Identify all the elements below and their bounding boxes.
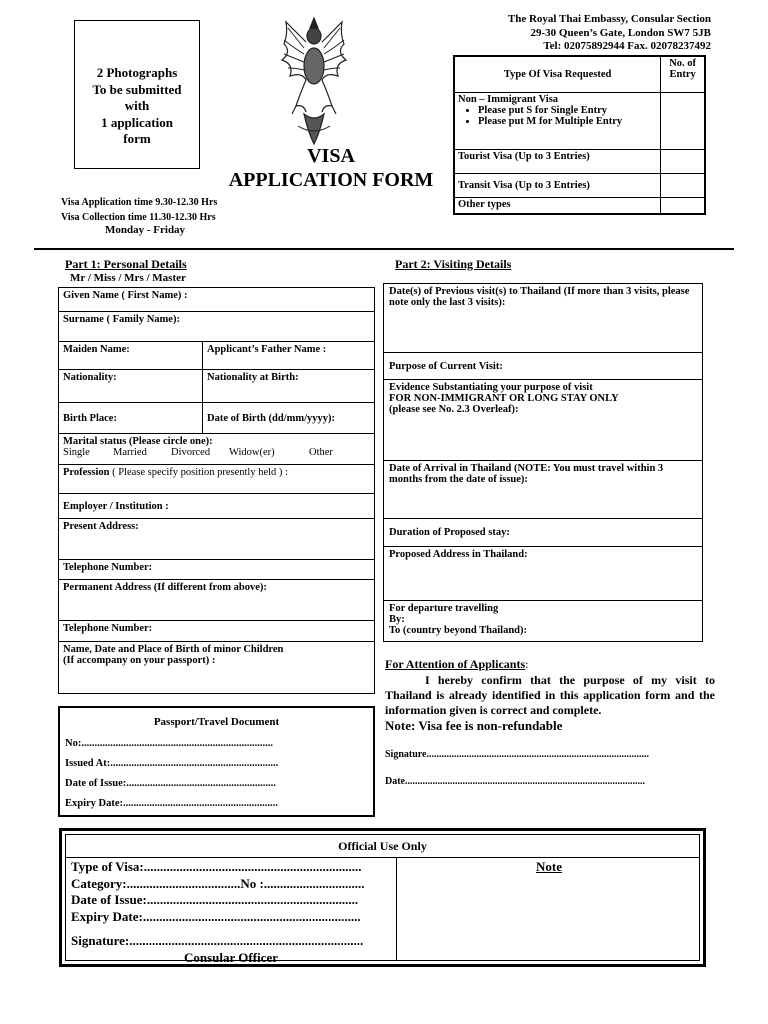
non-immigrant-entry-field[interactable] [661, 92, 705, 149]
marital-option-widow[interactable]: Widow(er) [229, 447, 275, 458]
official-column-divider [396, 857, 397, 960]
photo-line: form [123, 131, 151, 146]
visa-type-table [453, 55, 706, 215]
passport-date-of-issue-field[interactable]: Date of Issue:......................................................... [65, 778, 276, 789]
multiple-entry-note: • Please put M for Multiple Entry [478, 116, 657, 127]
permanent-telephone-field[interactable]: Telephone Number: [59, 621, 375, 642]
other-visa-row: Other types [454, 197, 661, 214]
marital-status-label: Marital status (Please circle one): [63, 436, 213, 447]
other-entry-field[interactable] [661, 197, 705, 214]
attention-heading: For Attention of Applicants [385, 657, 526, 671]
official-use-title: Official Use Only [338, 839, 427, 853]
permanent-address-field[interactable]: Permanent Address (If different from above): [59, 580, 375, 621]
official-no: No :............................... [240, 875, 365, 891]
collection-time: Visa Collection time 11.30-12.30 Hrs [61, 212, 216, 223]
official-expiry-date: Expiry Date:................................................................... [71, 908, 361, 924]
date-of-birth-field[interactable]: Date of Birth (dd/mm/yyyy): [203, 403, 375, 434]
applicant-date-field[interactable]: Date................................................................................................ [385, 776, 645, 787]
photo-instruction-box [74, 20, 200, 169]
profession-note: ( Please specify position presently held ) : [109, 467, 288, 478]
title-application-form: APPLICATION FORM [228, 169, 434, 191]
visa-fee-note: Note: Visa fee is non-refundable [385, 718, 563, 733]
children-label-line2: (If accompany on your passport) : [63, 655, 216, 666]
title-visa: VISA [307, 145, 355, 167]
official-category-row [71, 876, 391, 893]
evidence-field[interactable] [384, 380, 703, 461]
attention-section [385, 657, 715, 734]
application-time: Visa Application time 9.30-12.30 Hrs [61, 197, 218, 208]
embassy-street: 29-30 Queen’s Gate, London SW7 5JB [530, 26, 711, 39]
nationality-field[interactable]: Nationality: [59, 370, 203, 403]
official-date-of-issue: Date of Issue:................................................................. [71, 892, 359, 907]
nationality-at-birth-field[interactable]: Nationality at Birth: [203, 370, 375, 403]
official-use-frame [65, 834, 700, 965]
non-immigrant-label: Non – Immigrant Visa [458, 93, 559, 105]
salutation-options: Mr / Miss / Mrs / Master [70, 272, 186, 284]
embassy-name: The Royal Thai Embassy, Consular Section [507, 13, 711, 25]
departure-field[interactable] [384, 601, 703, 642]
tourist-visa-row: Tourist Visa (Up to 3 Entries) [454, 149, 661, 173]
proposed-address-field[interactable]: Proposed Address in Thailand: [384, 547, 703, 601]
form-title [205, 144, 457, 192]
photo-line: To be submitted [92, 81, 182, 97]
profession-field[interactable] [59, 465, 375, 494]
minor-children-field[interactable] [59, 642, 375, 694]
departure-destination: To (country beyond Thailand): [389, 625, 527, 636]
consular-officer-label: Consular Officer [184, 949, 278, 965]
garuda-emblem-icon [276, 14, 352, 148]
children-label-line1: Name, Date and Place of Birth of minor Children [63, 644, 284, 655]
employer-field[interactable]: Employer / Institution : [59, 494, 375, 519]
passport-no-field[interactable]: No:......................................................................... [65, 738, 273, 749]
entry-count-header: No. of Entry [661, 56, 705, 92]
departure-label: For departure travelling [389, 603, 499, 614]
photo-line: with [124, 98, 150, 113]
maiden-name-field[interactable]: Maiden Name: [59, 342, 203, 370]
part1-heading: Part 1: Personal Details [65, 257, 187, 271]
applicant-signature-field[interactable]: Signature......................................................................................... [385, 749, 649, 760]
attention-statement: I hereby confirm that the purpose of my visit to Thailand is already identified in this application form and the information given is correct and complete. [385, 673, 715, 717]
personal-details-table [58, 287, 375, 694]
profession-label: Profession [63, 467, 110, 478]
telephone-field[interactable]: Telephone Number: [59, 560, 375, 580]
official-title-divider [66, 857, 699, 858]
marital-option-divorced[interactable]: Divorced [171, 447, 211, 458]
evidence-label: Evidence Substantiating your purpose of visit [389, 382, 593, 393]
photo-line: 1 application [101, 114, 173, 130]
visa-times [61, 195, 217, 225]
attention-colon: : [525, 657, 529, 671]
visiting-details-table [383, 283, 703, 642]
birth-place-field[interactable]: Birth Place: [59, 403, 203, 434]
marital-option-other[interactable]: Other [309, 447, 333, 458]
surname-field[interactable]: Surname ( Family Name): [59, 312, 375, 342]
transit-visa-row: Transit Visa (Up to 3 Entries) [454, 173, 661, 197]
passport-issued-at-field[interactable]: Issued At:................................................................ [65, 758, 279, 769]
duration-of-stay-field[interactable]: Duration of Proposed stay: [384, 519, 703, 547]
arrival-date-field[interactable]: Date of Arrival in Thailand (NOTE: You must travel within 3 months from the date of issue): [384, 461, 703, 519]
embassy-contact: Tel: 02075892944 Fax. 02078237492 [543, 40, 711, 52]
marital-options [63, 447, 370, 458]
non-immigrant-visa-row [454, 92, 661, 149]
departure-by: By: [389, 614, 405, 625]
evidence-reference: (please see No. 2.3 Overleaf): [389, 404, 519, 415]
official-category: Category:................................... [71, 875, 241, 891]
marital-option-single[interactable]: Single [63, 447, 90, 458]
present-address-field[interactable]: Present Address: [59, 519, 375, 560]
official-type-of-visa: Type of Visa:................................................................... [71, 859, 362, 874]
father-name-field[interactable]: Applicant’s Father Name : [203, 342, 375, 370]
passport-expiry-field[interactable]: Expiry Date:........................................................... [65, 798, 278, 809]
marital-status-field [59, 434, 375, 465]
official-signature: Signature:........................................................................ [71, 933, 364, 948]
passport-title: Passport/Travel Document [153, 716, 280, 728]
tourist-entry-field[interactable] [661, 149, 705, 173]
visa-type-header: Type Of Visa Requested [454, 56, 661, 92]
section-divider [34, 248, 734, 250]
official-use-section [59, 828, 706, 967]
part2-heading: Part 2: Visiting Details [395, 257, 512, 271]
photo-line: 2 Photographs [96, 65, 178, 80]
passport-section [58, 706, 375, 817]
embassy-address [508, 13, 711, 54]
evidence-non-immigrant-note: FOR NON-IMMIGRANT OR LONG STAY ONLY [389, 393, 619, 404]
official-note-label: Note [536, 859, 562, 874]
single-entry-note: • Please put S for Single Entry [478, 105, 657, 116]
official-fields [71, 859, 391, 966]
working-days: Monday - Friday [105, 224, 186, 236]
previous-visits-field[interactable]: Date(s) of Previous visit(s) to Thailand (If more than 3 visits, please note only the last 3 visits): [384, 284, 703, 353]
given-name-field[interactable]: Given Name ( First Name) : [59, 288, 375, 312]
transit-entry-field[interactable] [661, 173, 705, 197]
marital-option-married[interactable]: Married [113, 447, 147, 458]
purpose-of-visit-field[interactable]: Purpose of Current Visit: [384, 353, 703, 380]
